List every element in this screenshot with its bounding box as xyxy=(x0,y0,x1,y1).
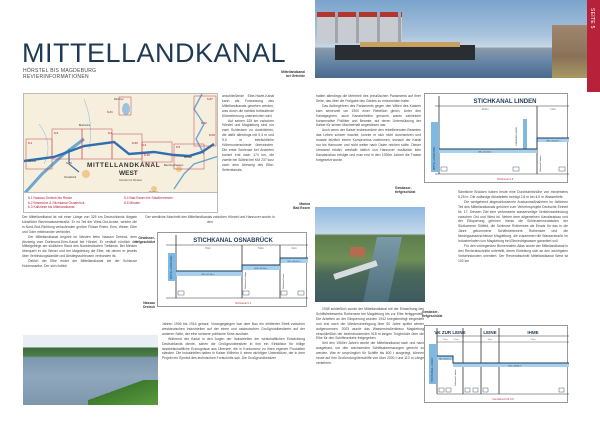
caption-line: Bad Essen xyxy=(293,206,310,210)
diagram-graphic xyxy=(425,326,569,404)
paragraph: hatten allerdings die Mehrheit des preußischen Parlaments auf ihrer Seite, das über die Freigabe des Geldes zu entscheiden hatte. xyxy=(316,94,421,103)
map-title-line-1: MITTELLANDKANAL xyxy=(87,162,161,169)
diagram-stichkanal-linden xyxy=(424,93,568,183)
diagram-title: STICHKANAL OSNABRÜCK xyxy=(193,238,273,244)
text-column-4-bottom xyxy=(316,307,424,366)
km-label: 8 km xyxy=(205,247,211,250)
level-label: NN +50,30 m xyxy=(478,151,492,154)
section-label: 6.2 xyxy=(54,131,59,135)
photo-silo-roofs xyxy=(317,12,402,17)
paragraph: anschließende Elbe-Havel-Kanal kann als Fortsetzung des Mittellandkanals gesehen werden, was durch die nahtlos fortlaufende Kilometrierung unterstrichen wird. xyxy=(222,94,274,118)
lake-duemmer xyxy=(122,103,130,115)
subtitle-line-2: REVIERINFORMATIONEN xyxy=(23,74,89,80)
side-tab-label: SEITE 5 xyxy=(589,8,595,29)
branch-bar xyxy=(523,119,527,153)
text-column-5 xyxy=(458,190,568,264)
map-title-line-2: WEST xyxy=(119,170,138,177)
level-label: NN +68,00 m xyxy=(287,261,301,263)
city-osnabrueck xyxy=(82,170,90,178)
place-label: Minden xyxy=(184,156,193,159)
km-label: 3 km xyxy=(291,247,297,250)
paragraph: Die weitgehend abgeschlossenen Ausbaumaßnahmen im östlichen Teil des Mittellandkanals gehören zum Verkehrsprojekt Deutsche Einheit Nr. 17. Dessen Ziel eine verbesserte wasserseitige Verkehrsanbindung zwischen Ost und West ist. Neben dem allgemeinen Kanalausbau und der Elbquerung gehören hierzu die Schleusenneubauten der Südkammer Sülfeld, die Schleuse Rothensee als Ersatz für das in die Jahre gekommene Schiffshebewerk Rothensee und die Niedrigwasserschleuse Magdeburg, die zusammen die Wasserstraße im Industriehafen von Magdeburg bei Elbniedrigwasser garantiert soll. xyxy=(458,199,568,244)
lock-label: Schleuse Linden xyxy=(455,369,457,386)
paragraph: Der Mittellandkanal beginnt im Westen beim Nassen Dreieck, dem Abzweig vom Dortmund-Ems-Kanal bei Hörstel. Er verläuft nördlich der Mittelgebirge am südlichen Rand des Norddeutschen Tieflands. Bei Minden überquert er die Weser und bei Magdeburg die Elbe, mit denen er jeweils über Verbindungskanäle und Abstiegsschleusen verbunden ist. xyxy=(22,234,137,259)
level-label: NN +50,30 m xyxy=(201,274,215,276)
place-label: Dümmer xyxy=(114,98,124,101)
bridge-icon xyxy=(243,291,249,295)
place-label: Bramsche xyxy=(79,124,91,127)
caption-line: Gewässer- xyxy=(138,236,155,240)
paragraph: Der westliche Abschnitt des Mittellandkanals zwischen Hörstel und Hannover wurde in den xyxy=(145,215,275,224)
section-box xyxy=(112,134,142,159)
page-title: MITTELLANDKANAL xyxy=(22,38,287,68)
bridge-icon xyxy=(441,167,447,171)
caption-line: Dreieck xyxy=(143,305,155,309)
place-label: Hörstel xyxy=(28,160,36,163)
paragraph: Der Mittellandkanal ist mit einer Länge von 325 km Deutschlands längste künstliche Binnenwasserstraße. Er ist Teil der West-Ost-Achse, welche die in Nord-Süd-Richtung verlaufenden großen Flüsse Rhein, Ems, Weser, Elbe und Oder miteinander verbindet. xyxy=(22,215,137,234)
caption-nassau xyxy=(130,301,155,309)
km-label: 2 km xyxy=(453,339,459,341)
bridge-icon xyxy=(559,167,565,171)
diagram-title: IHME xyxy=(527,330,539,335)
river-weser xyxy=(174,156,218,189)
photo-grass-bank xyxy=(88,380,158,405)
photo-silos xyxy=(317,15,402,43)
km-label: 1 km xyxy=(550,108,556,111)
diagram-stichkanal-osnabrueck xyxy=(157,232,307,307)
lock-label: Schleuse Linden xyxy=(540,155,542,172)
diagram-footer: Stichkanal 6.8 xyxy=(496,178,514,181)
section-label: 6.3 xyxy=(108,131,113,135)
km-label: 3 km xyxy=(487,339,493,341)
text-column-3 xyxy=(162,322,305,361)
diagram-footer: Kanalabschnitt 6.8 xyxy=(492,398,514,401)
caption-line: Gewässer- xyxy=(422,310,439,314)
paragraph: Seit den 1960er Jahren wurde der Mittellandkanal nach und nach ausgebaut, um den wachsenden Schiffsabmessungen gerecht zu werden. War er ursprünglich für Schiffe bis 600 t ausgelegt, können heute auf ihm Großmotorgüterschiffe von über 2000 t und 110 m Länge verkehren. xyxy=(316,341,424,365)
lock-label: Schleuse Hollage xyxy=(245,271,247,289)
branch-label: LINDENER HAFEN xyxy=(516,126,518,146)
paragraph: Östlich der Elbe endet der Mittellandkanal bei der Schleuse Hohenwarthe. Der sich östlich xyxy=(22,259,137,269)
legend-item: 6.1 Nassau Dreieck bis Recke xyxy=(28,196,73,200)
bridge-icon xyxy=(439,388,444,392)
lock-label: Schleuse Haste xyxy=(283,273,285,289)
km-label: 4 km xyxy=(530,339,536,341)
section-label: 6.27 xyxy=(207,97,213,101)
photo-barge xyxy=(335,45,475,60)
caption-gewaesser-2 xyxy=(395,186,420,194)
page-side-tab xyxy=(587,0,600,424)
level-label: NN +56,00 m xyxy=(546,140,560,143)
caption-line: tiefgeschützt xyxy=(395,190,416,194)
bridge-icon xyxy=(559,388,564,392)
place-label: Osnabrück xyxy=(64,176,77,179)
paragraph: Sämtliche Brücken haben heute eine Durchfahrtshöhe von mindestens 5,25 m. Die zulässige Abladetiefe beträgt 2,8 m bei 4,0 m Wassertiefe. xyxy=(458,190,568,199)
bridge-icon xyxy=(483,388,488,392)
section-label: 6.30 xyxy=(132,141,138,145)
paragraph: 1938 schließlich wurde der Mittellandkanal mit der Einweihung des Schiffshebewerks Rothensee bei Magdeburg bis zur Elbe fertiggestellt. Die Arbeiten an der Elbquerung wurden 1942 kriegsbedingt eingestellt und erst nach der Wiedervereinigung über 50 Jahre später wieder aufgenommen. 2003 wurde das Wasserstraßenkreuz Magdeburg einschließlich der beeindruckenden 918 m langen Trogbrücke über die Elbe für den Schiffsverkehr freigegeben. xyxy=(316,307,424,341)
river-ems xyxy=(24,139,84,194)
page-subtitle xyxy=(23,68,96,80)
legend-right xyxy=(124,196,173,205)
km-label: 10 km xyxy=(481,108,489,111)
caption-line: tiefgeschützt xyxy=(134,240,155,244)
map-legend xyxy=(24,192,217,212)
diagram-title: STICHKANAL LINDEN xyxy=(473,99,537,105)
section-label: 6.21 xyxy=(107,110,113,114)
section-label: 6.50 xyxy=(209,133,215,137)
photo-marina-aerial xyxy=(315,207,425,302)
caption-line: tiefgeschützt xyxy=(422,314,443,318)
paragraph: Jahren 1906 bis 1916 gebaut. Vorangegangen war dem Bau ein erbitterter Streit zwischen westdeutschen Industriellen auf der einen und ostdeutschen Großgrundbesitzern auf der anderen Seite, der eine schwere politische Krise auslöste. xyxy=(162,322,305,336)
bridge-icon xyxy=(465,388,470,392)
bridge-icon xyxy=(446,388,451,392)
legend-item: 6.5 Minden xyxy=(124,200,141,205)
diagram-leine-ihme xyxy=(424,325,568,403)
diagram-title: VK ZUR LEINE xyxy=(434,330,466,335)
photo-barge-cargo xyxy=(360,42,460,47)
legend-item: 6.4 Bad Essen bis Stadthemmern xyxy=(124,196,174,200)
paragraph: Während der Kanal in den Augen der Industriellen der wirtschaftlichen Entwicklung Deutschlands diente, sahen die Großgrundbesitzer in ihm ein Einfallstor für billige landwirtschaftliche Erzeugnisse aus Übersee, die in Konkurrenz zu ihren eigenen Produkten standen. Die Industriellen hatten in Kaiser Wilhelm II. einen wichtigen Unterstützer, der in dem Projekt ein Symbol des technischen Fortschritts sah. Die Großgrundbesitzer xyxy=(162,336,305,361)
diagram-graphic xyxy=(425,94,569,184)
caption-line: Gewässer- xyxy=(395,186,412,190)
side-label: MITTELLANDKANAL xyxy=(170,255,173,279)
caption-top-photo xyxy=(255,70,305,78)
level-label: NN +48,80 m xyxy=(508,365,522,368)
bridge-icon xyxy=(178,291,184,295)
section-label: 6.4 xyxy=(142,143,147,147)
caption-gewaesser-3 xyxy=(422,310,447,318)
photo-grain-silos-barge xyxy=(315,0,587,78)
text-column-1 xyxy=(22,215,137,269)
bridge-icon xyxy=(298,291,304,295)
km-label: 1 km xyxy=(442,339,448,341)
paragraph: Für den vorliegenden Binnenhafen-Atlas wurde der Mittellandkanal in drei Revierabschnitte unterteilt, deren Einteilung sich an den wichtigsten Verkehrsknoten orientiert. Der Revierabschnitt Mittellandkanal West ist 102 km xyxy=(458,243,568,263)
caption-marina xyxy=(290,202,310,210)
side-label: STICHKANAL LINDEN xyxy=(431,357,434,382)
place-label: Bad Oeynhausen xyxy=(164,164,184,167)
caption-line: Mittellandkanal xyxy=(281,70,305,74)
paragraph: Auch wenn der Kaiser insbesondere den rebellierenden Beamten das Leben schwer machte, konnte er sich nicht durchsetzen und musste letztlich einem Kompromiss zustimmen, wonach der Kanal nur bis Hannover und nicht weiter nach Osten reichen sollte. Dieser Umstand erklärt, weshalb östlich von Hannover zusätzlich kein Kanalausbau erfolgte und man erst in den 1930er Jahren die Trasse fortgesetzt wurde. xyxy=(316,128,421,162)
paragraph: Auf seinen 325 km zwischen Hörstel und Magdeburg sind nur zwei Schleusen zu durchfahren, die dafür allerdings mit 9,3 m und 9,0 m beträchtliche Höhenunterschiede überwinden. Die erste Schleuse bei Anderten kommt erst nach 174 km, die zweite bei Sülfeld bei KM 237 kurz nach dem Abzweig des Elbe-Seitenkanals. xyxy=(222,118,274,172)
text-column-2-continued xyxy=(145,215,275,225)
legend-left xyxy=(28,196,84,210)
bridge-icon xyxy=(513,167,519,171)
km-label: 5 km xyxy=(258,247,264,250)
subtitle-line-1: HÖRSTEL BIS MAGDEBURG xyxy=(23,68,97,74)
photo-canal-water xyxy=(363,237,402,302)
map-graphic xyxy=(24,94,218,194)
text-column-4 xyxy=(316,94,421,163)
map-mittellandkanal-west xyxy=(23,93,218,213)
level-line xyxy=(437,356,569,363)
legend-item: 6.3 Kalkriese bis Mittelandkanal xyxy=(28,205,75,209)
diagram-footer: Stichkanal 6.2 xyxy=(234,302,252,305)
section-label: 6.40 xyxy=(144,153,150,157)
caption-line: Nassau xyxy=(143,301,155,305)
diagram-title: LEINE xyxy=(483,330,497,335)
caption-line: Marina xyxy=(299,202,310,206)
section-label: 6.20 xyxy=(66,161,72,165)
photo-building xyxy=(350,247,365,257)
caption-gewaesser-1 xyxy=(130,236,155,244)
bridge-icon xyxy=(473,388,478,392)
bridge-icon xyxy=(281,291,287,295)
level-label: NN +59,30 m xyxy=(254,268,268,270)
diagram-graphic xyxy=(158,233,308,308)
caption-line: bei Getreide xyxy=(285,74,305,78)
paragraph: Das Aufbegehren des Parlaments gegen den Willen des Kaisers kam seinerzeit um 1900 einer Rebellion gleich. Unter den Kanalgegnern, auch Kanalrebellen genannt, waren zahlreiche konservative Politiker und Beamte, auf deren Unterstützung der Kaiser für seinen Machterhalt angewiesen war. xyxy=(316,103,421,128)
section-label: 6.1 xyxy=(28,141,33,145)
legend-item: 6.2 Bramsche & Stichkanal Osnabrück xyxy=(28,200,85,205)
map-subtitle: Hörstel bis Minden xyxy=(119,178,143,182)
photo-trees-bank xyxy=(552,25,587,78)
text-column-2 xyxy=(222,94,274,173)
level-label: NN +56,00 m xyxy=(439,358,451,361)
photo-river-landscape xyxy=(23,335,158,405)
side-label: MITTELLANDKANAL xyxy=(433,146,436,170)
section-label: 6.22 xyxy=(201,121,207,125)
section-label: 6.5 xyxy=(176,145,181,149)
